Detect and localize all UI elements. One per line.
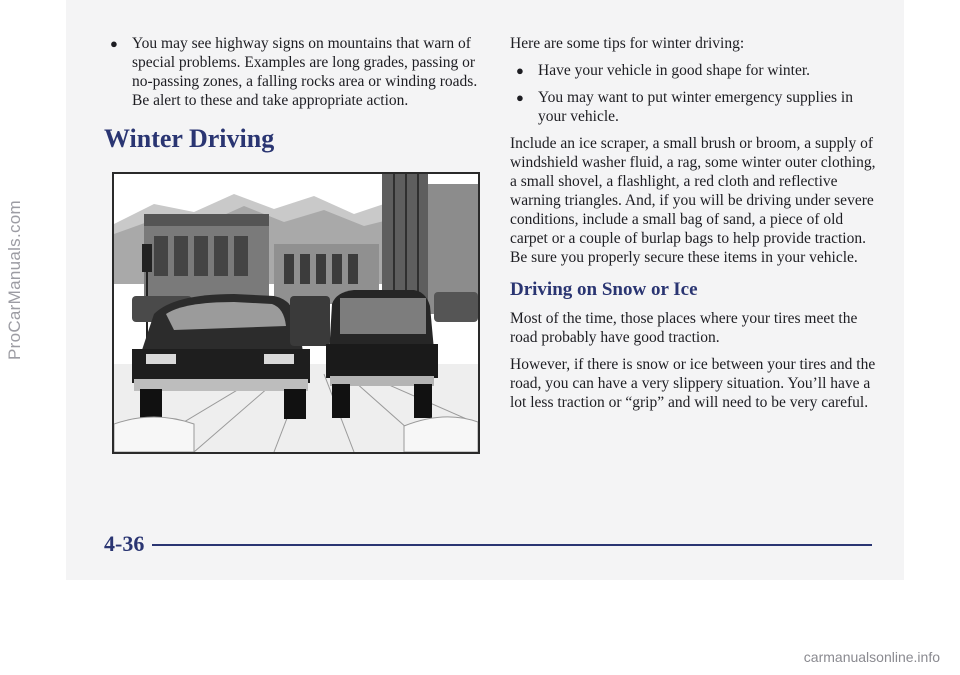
traction-paragraph: Most of the time, those places where your tires meet the road probably have good traction. — [510, 310, 858, 346]
side-watermark — [2, 100, 28, 460]
footer-rule — [152, 544, 872, 546]
winter-street-drawing — [114, 174, 478, 452]
left-bullet-item — [104, 34, 484, 110]
winter-street-illustration — [112, 172, 480, 454]
bullet-icon: ● — [516, 63, 524, 78]
bullet-icon: ● — [110, 36, 118, 51]
subheading-snow-ice: Driving on Snow or Ice — [510, 279, 698, 300]
bottom-watermark: carmanualsonline.info — [803, 649, 940, 665]
tip-text: You may want to put winter emergency supplies in your vehicle. — [538, 89, 853, 125]
section-heading-winter-driving: Winter Driving — [104, 124, 275, 153]
tip-text: Have your vehicle in good shape for winter. — [538, 62, 811, 79]
slippery-paragraph: However, if there is snow or ice between your tires and the road, you can have a very slippery situation. You’ll have a lot less traction or “grip” and will need to be very careful. — [510, 356, 876, 411]
winter-tips-intro: Here are some tips for winter driving: — [510, 35, 745, 52]
page-number: 4-36 — [104, 531, 145, 556]
left-column — [104, 34, 484, 154]
right-column — [510, 34, 880, 412]
tip-item — [510, 61, 880, 80]
bullet-icon: ● — [516, 90, 524, 105]
supplies-paragraph: Include an ice scraper, a small brush or broom, a supply of windshield washer fluid, a rag, some winter outer clothing, a small shovel, a flashlight, a red cloth and reflective warning triangles. And, if you will be driving under severe conditions, include a small bag of sand, a piece of old carpet or a couple of burlap bags to help provide traction. Be sure you properly secure these items in your vehicle. — [510, 135, 876, 266]
left-bullet-text: You may see highway signs on mountains that warn of special problems. Examples are long grades, passing or no-passing zones, a falling rocks area or winding roads. Be alert to these and take appropriate action. — [132, 35, 478, 109]
side-watermark-text: ProCarManuals.com — [5, 199, 25, 361]
tip-item — [510, 88, 880, 126]
